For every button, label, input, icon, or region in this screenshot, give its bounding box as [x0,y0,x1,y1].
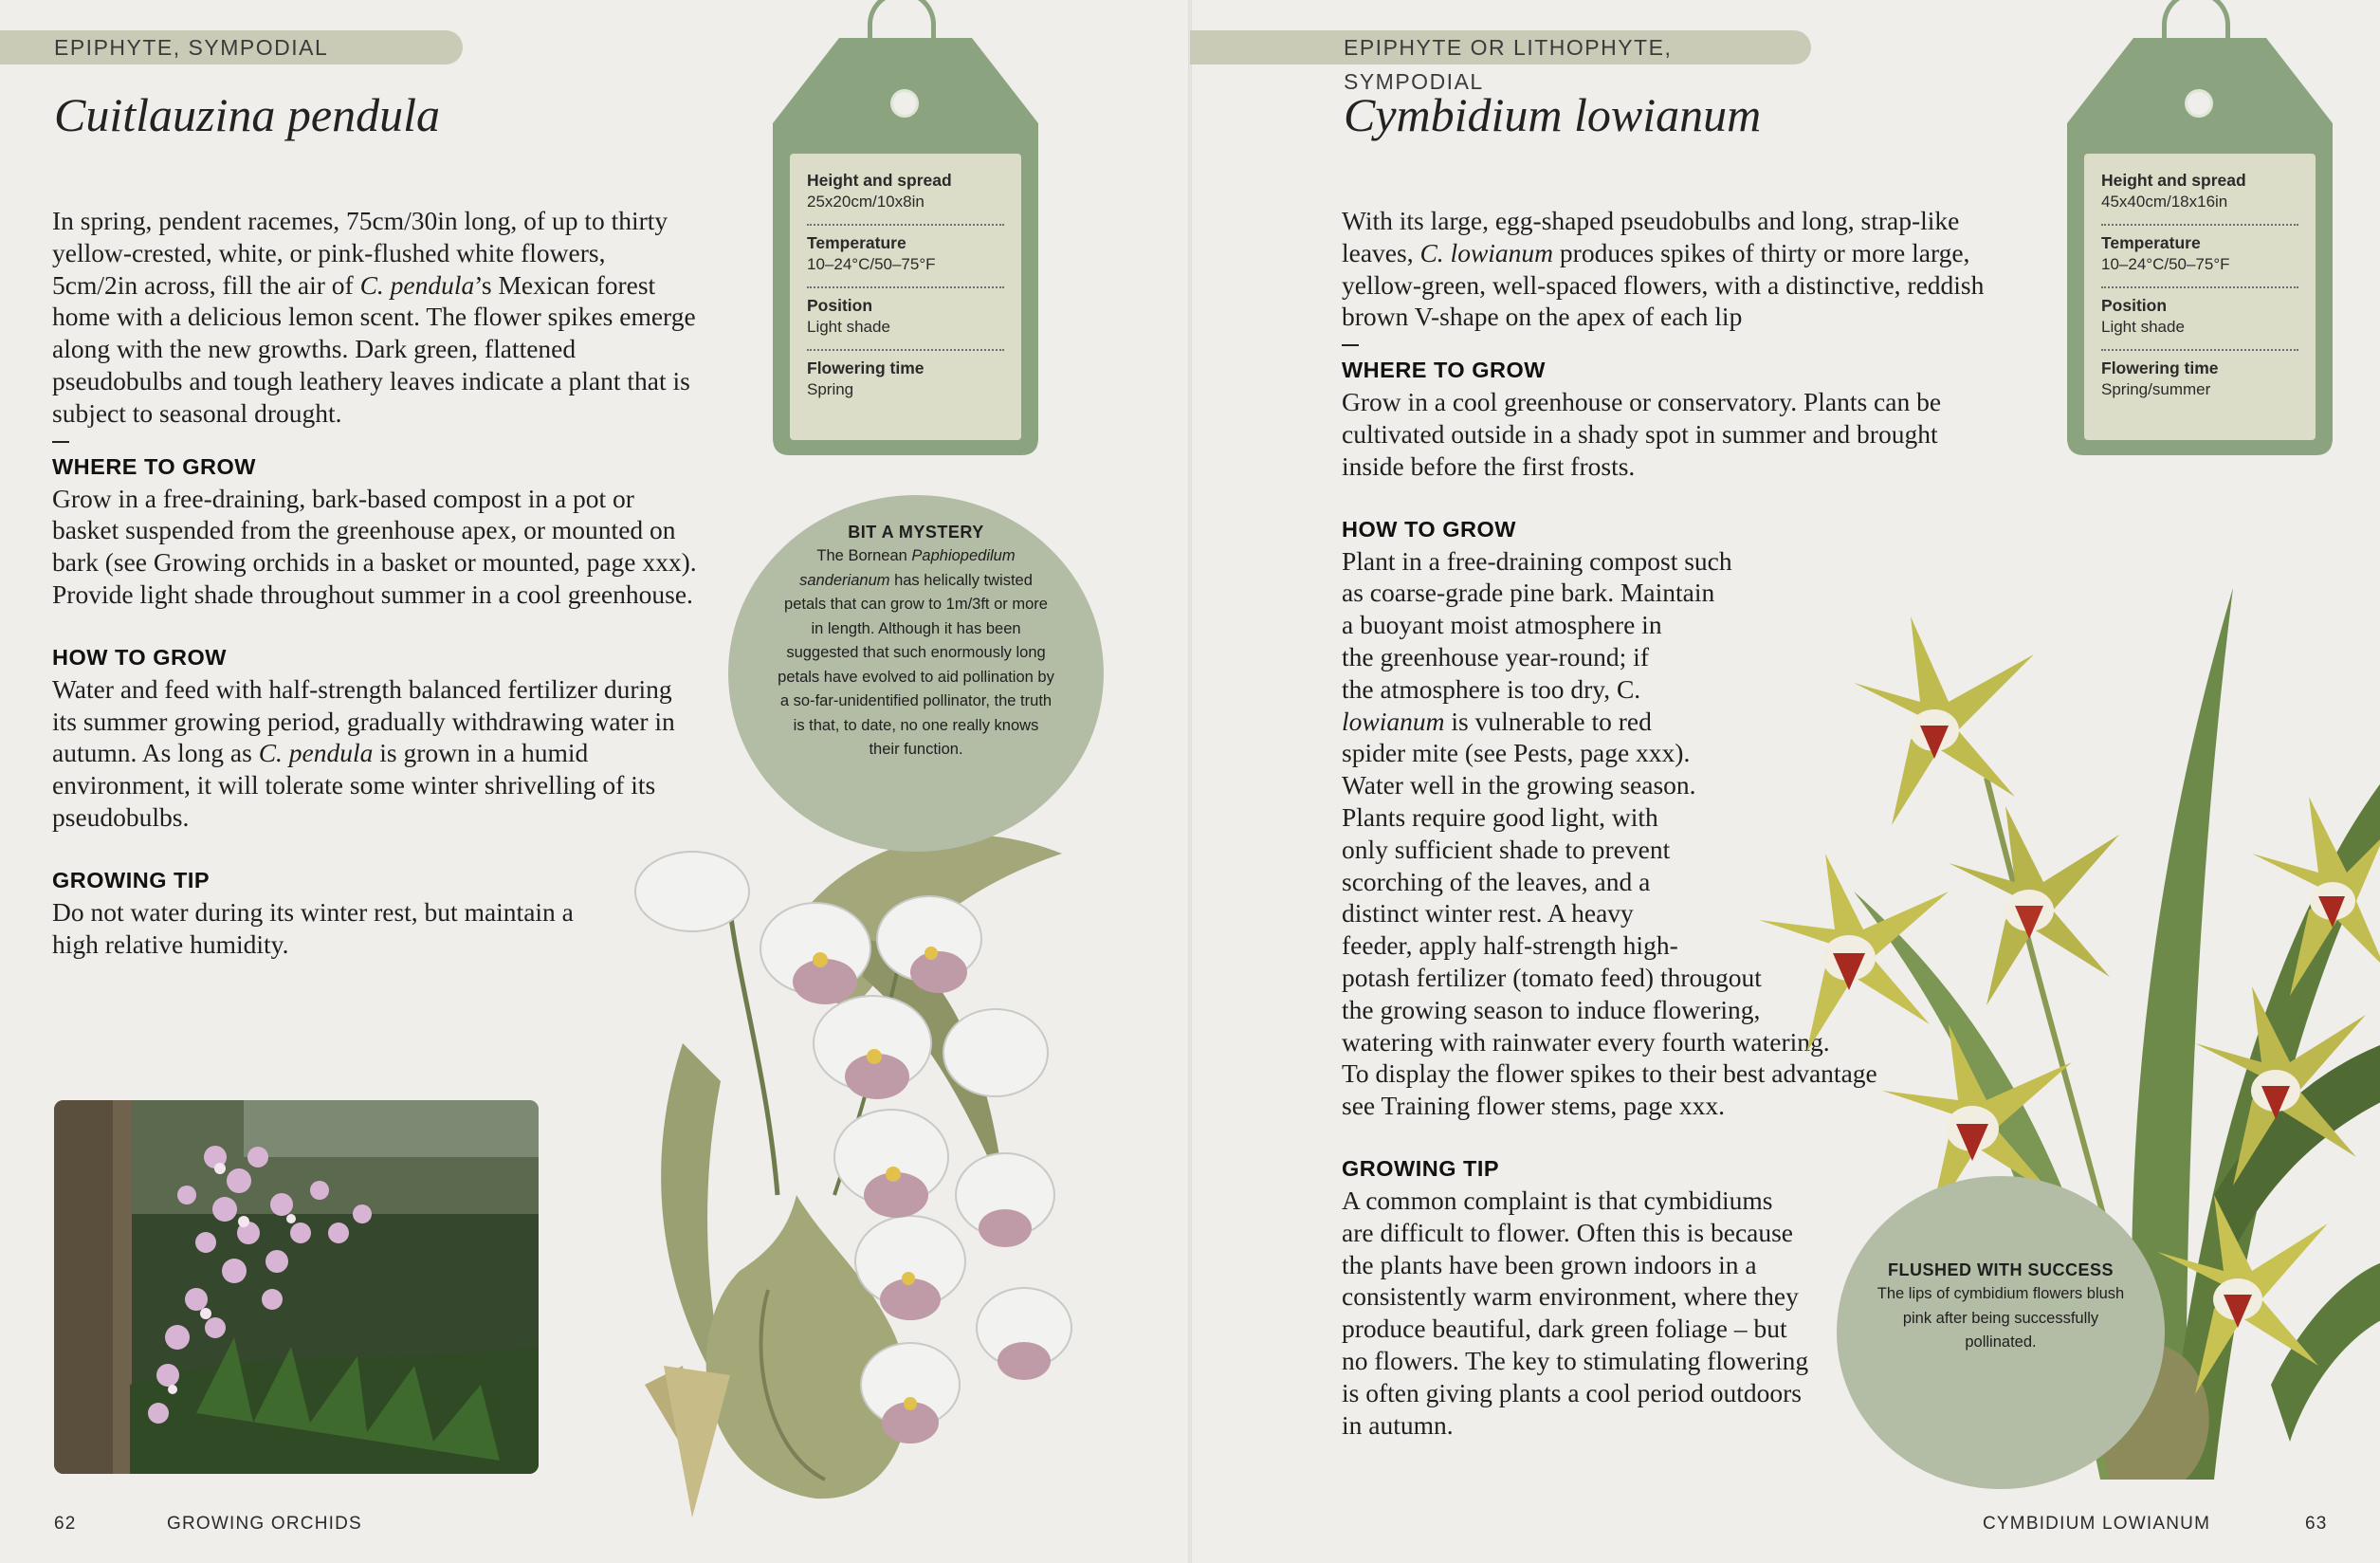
tip-paragraph: Do not water during its winter rest, but maintain a high relative humidity. [52,896,574,959]
position-spec [807,288,1004,351]
running-head: GROWING ORCHIDS [167,1514,362,1534]
page-number: 63 [2305,1514,2328,1534]
spec-label: Position [807,296,873,315]
spec-label: Height and spread [2101,171,2246,190]
right-page [1190,0,2380,1563]
intro-paragraph: In spring, pendent racemes, 75cm/30in long, of up to thirty yellow-crested, white, or pink-flushed white flowers, 5cm/2in across, fill the air of C. pendula’s Mexican forest home with a delicious lemon scent. The flower spikes emerge along with the new growths. Dark green, flattened pseudobulbs and tough leathery leaves indicate a plant that is subject to seasonal drought. [52,206,696,428]
spec-label: Temperature [807,233,906,252]
spec-label: Height and spread [807,171,952,190]
tip-paragraph: A common complaint is that cymbidiums are difficult to flower. Often this is because the plants have been grown indoors in a consistently warm environment, where they produce beautiful, dark green foliage – but no flowers. The key to stimulating flowering is often giving plants a cool period outdoors in autumn. [1342,1185,1809,1440]
spec-value: 10–24°C/50–75°F [807,255,936,273]
mystery-callout [728,495,1104,852]
spec-label: Temperature [2101,233,2201,252]
spec-value: Spring/summer [2101,380,2211,398]
callout-text: The lips of cymbidium flowers blush pink after being successfully pollinated. [1877,1285,2125,1351]
where-paragraph: Grow in a free-draining, bark-based compost in a pot or basket suspended from the greenhouse apex, or mounted on bark (see Growing orchids in a basket or mounted, page xxx). Provide light shade throughout summer in a cool greenhouse. [52,483,697,609]
tag-hole [890,89,919,118]
spec-value: Light shade [2101,318,2185,336]
tag-hole [2185,89,2213,118]
how-heading: HOW TO GROW [52,644,227,670]
spec-value: 25x20cm/10x8in [807,193,925,211]
spec-label: Flowering time [2101,359,2219,377]
how-heading: HOW TO GROW [1342,516,1516,542]
tip-heading: GROWING TIP [52,867,211,892]
flowering-spec [2101,351,2298,412]
orchid-photo [54,1100,539,1474]
flushed-callout [1837,1176,2165,1489]
running-head: CYMBIDIUM LOWIANUM [1983,1514,2211,1534]
tip-heading: GROWING TIP [1342,1155,1500,1181]
temperature-spec [807,226,1004,288]
cuitlauzina-illustration [626,797,1119,1527]
height-spread-spec [2101,163,2298,226]
plant-facts-tag [773,38,1038,455]
spec-label: Flowering time [807,359,925,377]
section-label: EPIPHYTE, SYMPODIAL [0,30,463,64]
flowering-spec [807,351,1004,412]
where-heading: WHERE TO GROW [52,453,256,479]
callout-heading: BIT A MYSTERY [848,523,984,542]
position-spec [2101,288,2298,351]
tag-facts [790,154,1021,440]
callout-heading: FLUSHED WITH SUCCESS [1887,1260,2114,1279]
height-spread-spec [807,163,1004,226]
plant-description [52,205,697,960]
callout-text: The Bornean Paphiopedilum sanderianum has helically twisted petals that can grow to 1m/3ft or more in length. Although it has been suggested that such enormously long petals have evolved to aid pollination by a so-far-unidentified pollinator, the truth is that, to date, no one really knows their function. [778,547,1054,758]
spec-value: 10–24°C/50–75°F [2101,255,2230,273]
dash-divider [52,441,69,443]
spec-value: Spring [807,380,854,398]
intro-paragraph: With its large, egg-shaped pseudobulbs and long, strap-like leaves, C. lowianum produces spikes of thirty or more large, yellow-green, well-spaced flowers, with a distinctive, reddish brown V-shape on the apex of each lip [1342,206,1985,332]
temperature-spec [2101,226,2298,288]
spec-value: 45x40cm/18x16in [2101,193,2228,211]
section-label: EPIPHYTE OR LITHOPHYTE, SYMPODIAL [1190,30,1811,64]
tag-facts [2084,154,2316,440]
how-paragraph: Water and feed with half-strength balanced fertilizer during its summer growing period, gradually withdrawing water in autumn. As long as C. pendula is grown in a humid environment, it will tolerate some winter shrivelling of its pseudobulbs. [52,673,675,832]
page-number: 62 [54,1514,77,1534]
plant-title: Cuitlauzina pendula [54,88,440,141]
spec-label: Position [2101,296,2168,315]
plant-facts-tag [2067,38,2333,455]
spec-value: Light shade [807,318,890,336]
how-paragraph: Plant in a free-draining compost such as coarse-grade pine bark. Maintain a buoyant moist atmosphere in the greenhouse year-round; if the atmosphere is too dry, C. lowianum is vulnerable to red spider mite (see Pests, page xxx). Water well in the growing season. Plants require good light, with only sufficient shade to prevent scorching of the leaves, and a distinct winter rest. A heavy feeder, apply half-strength high- potash fertilizer (tomato feed) througout the growing season to induce flowering, watering with rainwater every fourth watering. To display the flower spikes to their best advantage see Training flower stems, page xxx. [1342,545,1877,1121]
where-heading: WHERE TO GROW [1342,358,1546,383]
dash-divider [1342,344,1359,346]
where-paragraph: Grow in a cool greenhouse or conservatory. Plants can be cultivated outside in a shady spot in summer and brought inside before the first frosts. [1342,387,1942,481]
plant-title: Cymbidium lowianum [1344,88,1762,141]
